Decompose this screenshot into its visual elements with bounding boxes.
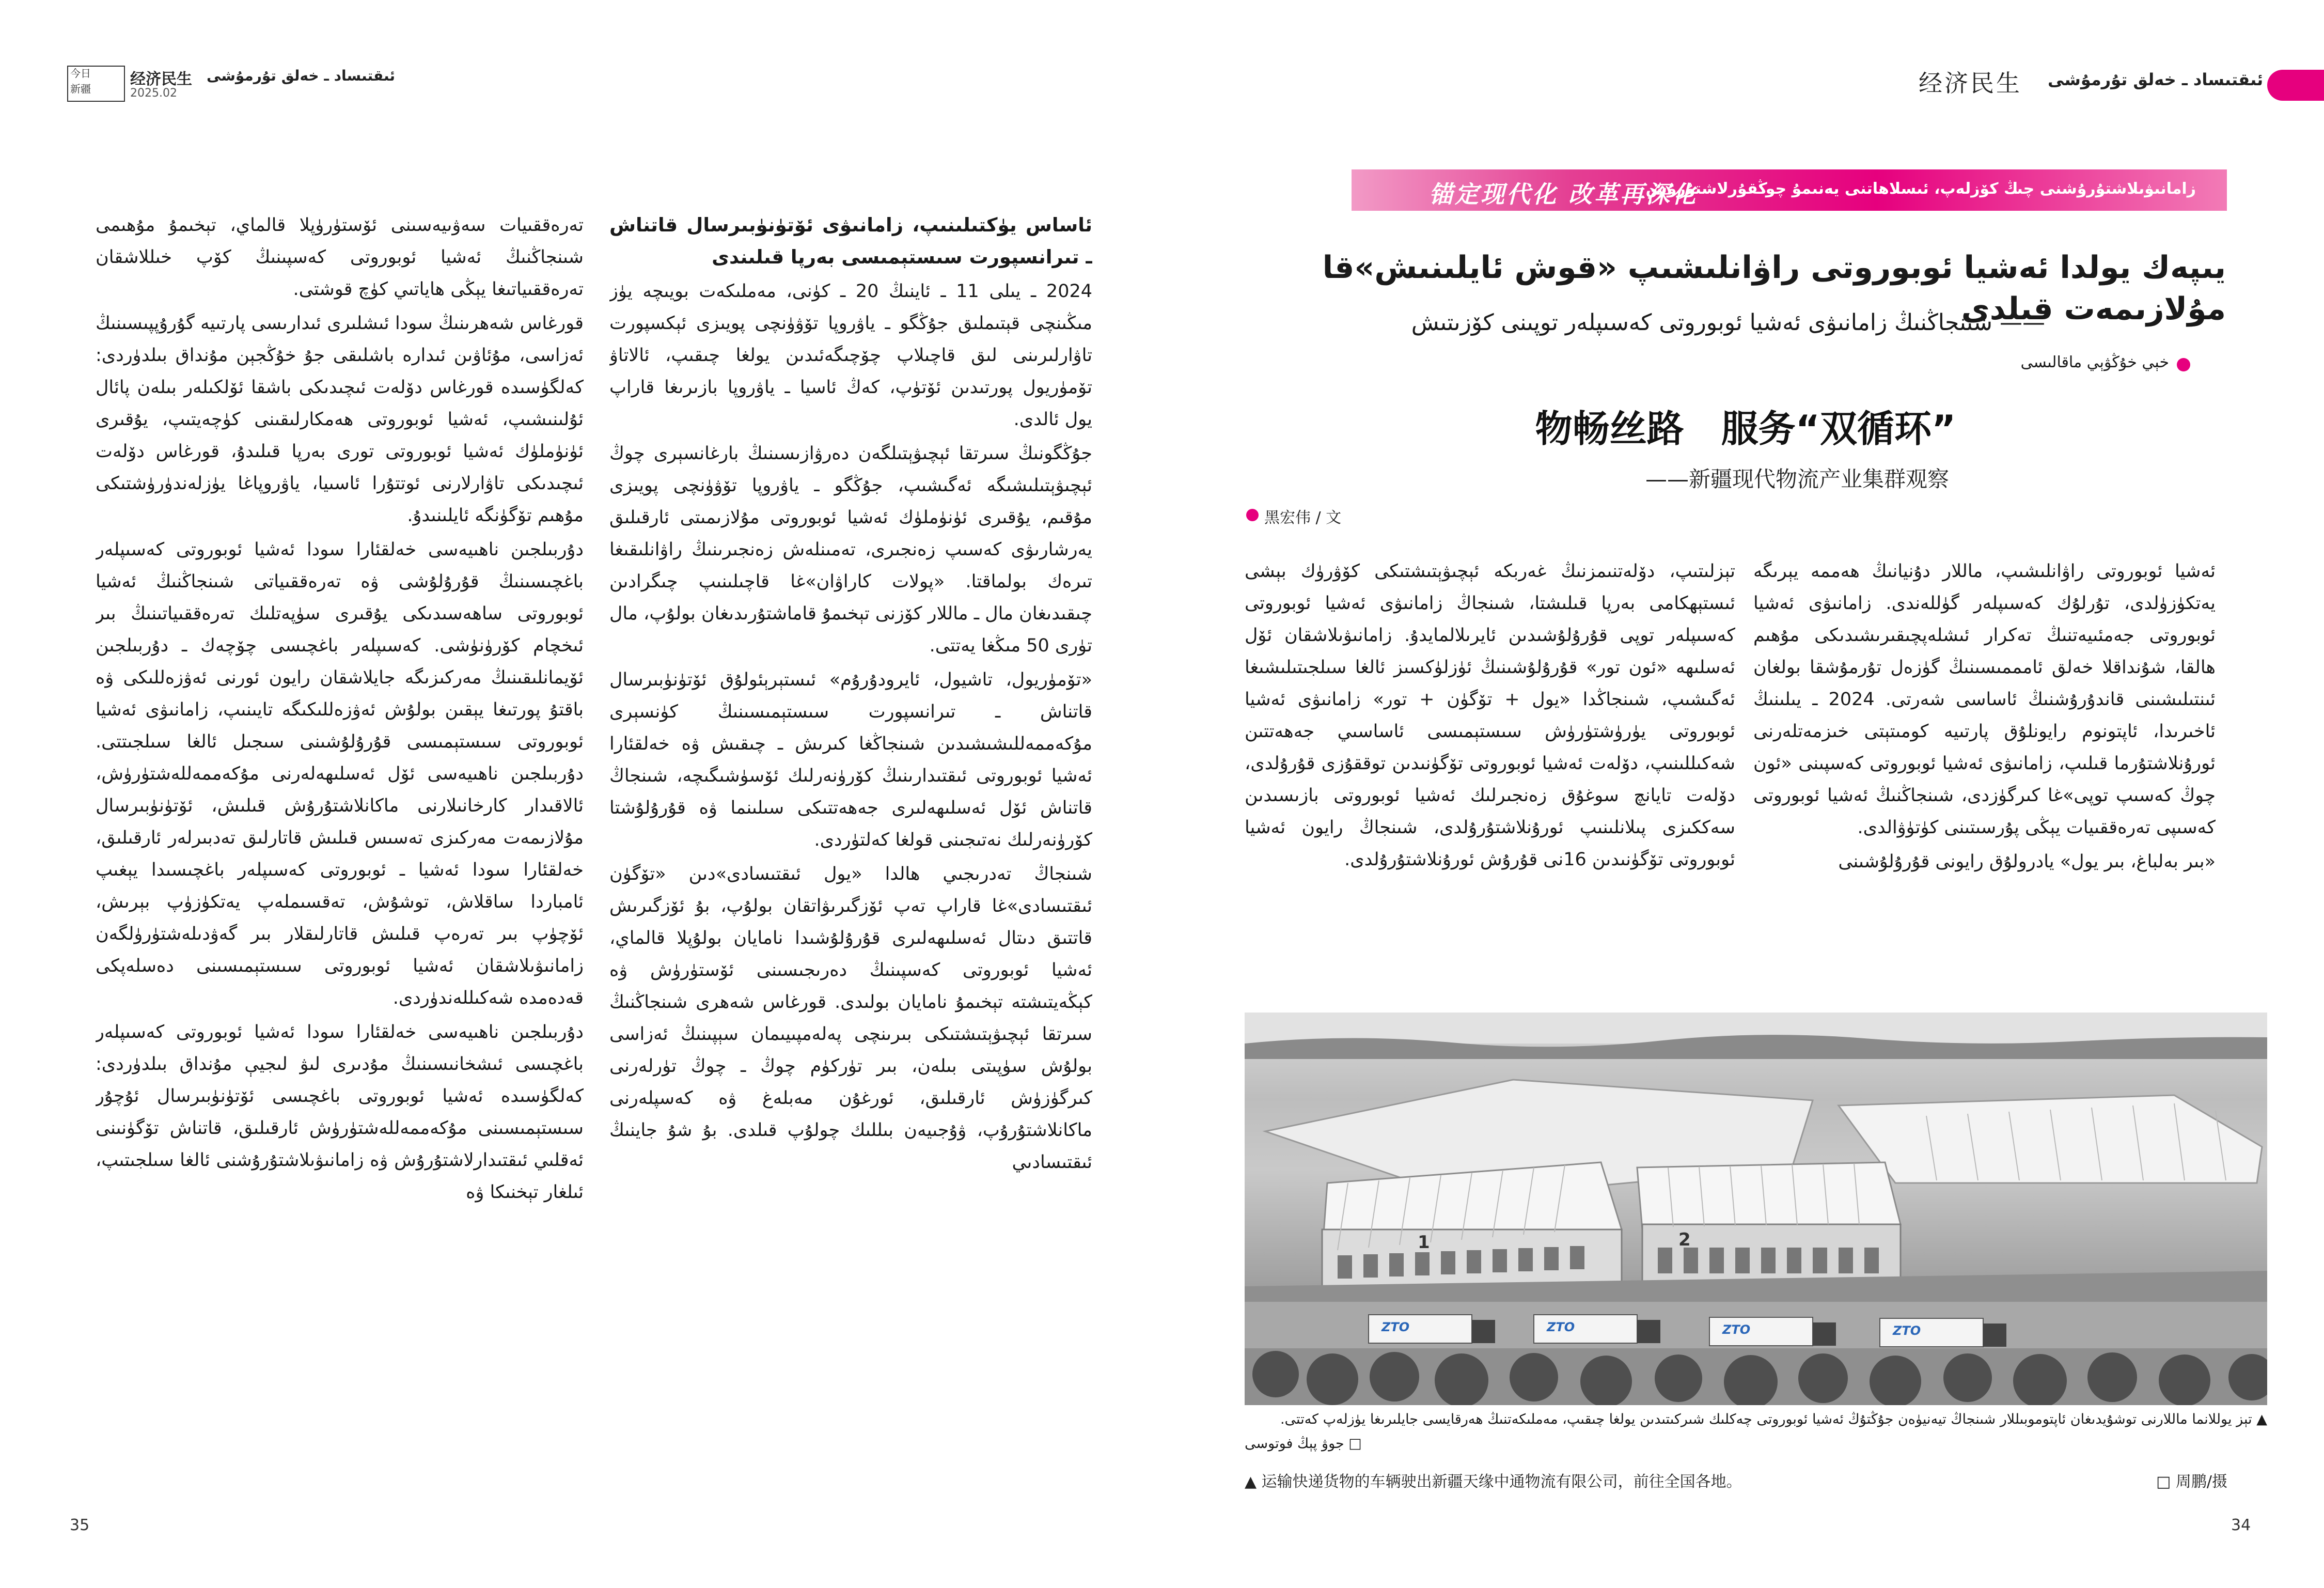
paragraph: «بىر بەلباغ، بىر يول» يادرولۇق رايونى قۇرۇلۇشىنى: [1838, 851, 2216, 872]
cn-article-subtitle: ——新疆现代物流产业集群观察: [1645, 466, 1949, 492]
left-page-column-c: [609, 209, 1092, 1501]
page-number-right: 34: [2231, 1516, 2251, 1534]
header-left-magazine-title: 经济民生: [130, 70, 192, 88]
right-page-column-b: [1245, 555, 1735, 1000]
building-label-1: 1: [1418, 1232, 1430, 1253]
photo-caption-cn: ▲ 运输快递货物的车辆驶出新疆天缘中通物流有限公司，前往全国各地。: [1245, 1473, 1742, 1491]
cn-author-bullet: [1246, 509, 1259, 521]
photo-credit-cn: □ 周鹏/摄: [2156, 1473, 2227, 1491]
paragraph: تېزلىتىپ، دۆلەتنىمزنىڭ غەربكە ئېچىۋېتىشتىكى كۆۋرۈك بېشى ئىستېھكامى بەرپا قىلىشتا، شىنجاڭ زامانىۋى ئەشيا ئوبوروتى كەسىپلەر توپى قۇرۇلۇشىدىن ئايرىلالمايدۇ. زامانىۋىلاشقان ئۆل ئەسلىھە «ئون تور» قۇرۇلۇشىنىڭ ئۈزلۈكسىز ئالغا سىلجىتىلىشىغا ئەگىشىپ، شىنجاڭدا «يول + تۆگۈن + تور» زامانىۋى ئەشيا ئوبوروتى يۈرۈشتۈرۈش سىستېمىسى ئاساسىي جەھەتتىن شەكىللىنىپ، دۆلەت ئەشيا ئوبوروتى تۆگۈنىدىن توققۇزى قۇرۇلدى، دۆلەت تايانچ سوغۇق زەنجىرلىك ئەشيا ئوبوروتى بازىسىدىن سەككىزى پىلانلىنىپ ئورۇنلاشتۇرۇلدى، شىنجاڭ رايون ئەشيا ئوبوروتى تۆگۈنىدىن 16نى قۇرۇش ئورۇنلاشتۇرۇلدى.: [1245, 561, 1735, 870]
truck-logo: ZTO: [1547, 1320, 1575, 1334]
header-left-section: ئىقتىساد ـ خەلق تۇرمۇشى: [207, 67, 395, 84]
paragraph: قورغاس شەھرىنىڭ سودا ئىشلىرى ئىدارىسى پارتىيە گۇرۇپپىسىنىڭ ئەزاسى، مۇئاۋىن ئىدارە باشلىقى جۇ خۇڭجېن مۇنداق بىلدۈردى: كەلگۈسىدە قورغاس دۆلەت ئىچىدىكى باشقا ئۆلكىلەر بىلەن پائال ئۇلىنىشىپ، ئەشيا ئوبوروتى ھەمكارلىقىنى كۈچەيتىپ، يۇقىرى ئۈنۈملۈك ئەشيا ئوبوروتى تورى بەرپا قىلىدۇ، قورغاس دۆلەت ئىچىدىكى تاۋارلارنى ئوتتۇرا ئاسىيا، ياۋروپاغا يۈزلەندۈرۈشتىكى مۇھىم تۆگۈنگە ئايلىنىدۇ.: [96, 313, 584, 526]
cn-author: 黑宏伟 / 文: [1264, 509, 1342, 527]
logo-line2: 新疆: [70, 83, 91, 95]
paragraph: 2024 ـ يىلى 11 ـ ئاينىڭ 20 ـ كۈنى، مەملىكەت بويىچە يۈز مىڭىنچى قېتىملىق جۇڭگو ـ ياۋروپا تۆۋۈنچى پويىزى ئېكسپورت تاۋارلىرىنى لىق قاچىلاپ چۆچىگەئىدىن يولغا چىقىپ، ئالاتاۋ تۆمۈريول پورتىدىن ئۆتۈپ، كەڭ ئاسيا ـ ياۋروپا بازىرىغا قاراپ يول ئالدى.: [609, 281, 1092, 430]
cn-article-title: 物畅丝路 服务“双循环”: [1535, 407, 1956, 450]
paragraph: دۇربىلجىن ناھىيەسى خەلقئارا سودا ئەشيا ئوبوروتى كەسىپلەر باغچىسىنىڭ قۇرۇلۇشى ۋە تەرەققىياتى شىنجاڭنىڭ ئەشيا ئوبوروتى ساھەسىدىكى يۇقىرى سۈپەتلىك تەرەققىياتىنىڭ بىر ئىخچام كۆرۈنۈشى. كەسىپلەر باغچىسى چۆچەك ـ دۇربىلجىن ئۆيمانلىقىنىڭ مەركىزىگە جايلاشقان رايون ئورنى ئەۋزەللىكى ۋە باقتۇ پورتىغا يېقىن بولۇش ئەۋزەللىكىگە تايىنىپ، زامانىۋى ئەشيا ئوبوروتى سىستېمىسى قۇرۇلۇشىنى سىجىل ئالغا سىلجىتتى. دۇربىلجىن ناھىيەسى ئۆل ئەسلىھەلەرنى مۇكەممەللەشتۈرۈش، ئالاقىدار كارخانىلارنى ماكانلاشتۇرۇش قىلىش، ئۆتۈنۈبىرسال مۇلازىمەت مەركىزى تەسىس قىلىش قاتارلىق تەدبىرلەر ئارقىلىق، خەلقئارا سودا ئەشيا ـ ئوبوروتى كەسىپلەر باغچىسىدا يېغىپ ئامباردا ساقلاش، توشۇش، تەقسىملەپ يەتكۈزۈپ بېرىش، ئۆچۈپ بىر تەرەپ قىلىش قاتارلىقلار بىر گەۋدىلەشتۈرۈلگەن زامانىۋىلاشقان ئەشيا ئوبوروتى سىستېمىسىنى دەسلەپكى قەدەمدە شەكىللەندۈردى.: [96, 539, 584, 1008]
section-heading: ئاساس يۈكتىلىنىپ، زامانىۋى ئۆتۈنۈبىرسال قاتناش ـ تىرانسپورت سىستېمىسى بەرپا قىلىندى: [609, 214, 1092, 268]
photo-credit-ug: □ جوۋ پېڭ فوتوسى: [1245, 1436, 1362, 1452]
logo-line1: 今日: [70, 67, 91, 80]
header-left-date: 2025.02: [130, 87, 177, 100]
left-page-column-d: [96, 209, 584, 1501]
paragraph: ئەشيا ئوبوروتى راۋانلىشىپ، ماللار دۇنيانىڭ ھەممە يېرىگە يەتكۈزۈلدى، تۇرلۇك كەسىپلەر گۈللەندى. زامانىۋى ئەشيا ئوبوروتى جەمئىيەتنىڭ تەكرار ئىشلەپچىقىرىشىدىكى مۇھىم ھالقا، شۇنداقلا خەلق ئامممىسىنىڭ گۈزەل تۇرمۇشقا بولغان ئىنتىلىشىنى قاندۇرۇشنىڭ ئاساسى شەرتى. 2024 ـ يىلىنىڭ ئاخىرىدا، ئاپتونوم رايونلۇق پارتىيە كومىتېتى خىزمەتلەرنى ئورۇنلاشتۇرما قىلىپ، زامانىۋى ئەشيا ئوبوروتى كەسپىنى «ئون چوڭ كەسىپ توپى»غا كىرگۈزدى، شىنجاڭنىڭ ئەشيا ئوبوروتى كەسىپى تەرەققىيات يېڭى پۇرسىتىنى كۈتۈۋالدى.: [1753, 561, 2216, 838]
logistics-park-photo: [1245, 1013, 2267, 1405]
truck-logo: ZTO: [1722, 1322, 1751, 1337]
paragraph: «تۆمۈريول، تاشيول، ئايرودۇرۇم» ئىستېرېئولۇق ئۆتۈنۈبىرسال قاتناش ـ تىرانسپورت سىستېمىسىنىڭ كۈنسېرى مۇكەممەللىشىشىدىن شىنجاڭغا كىرىش ـ چىقىش ۋە خەلقئارا ئەشيا ئوبوروتى ئىقتىدارىنىڭ كۆرۈنەرلىك ئۆسۈشىگىچە، شىنجاڭ قاتناش ئۆل ئەسلىھەلىرى جەھەتتىكى سىلىنما ۋە قۇرۇلۇشتا كۆرۈنەرلىك نەتىجىنى قولغا كەلتۈردى.: [609, 670, 1092, 850]
truck-logo: ZTO: [1893, 1324, 1921, 1338]
magazine-logo: [67, 66, 125, 102]
header-right-magazine-title: 经济民生: [1919, 69, 2022, 97]
truck-logo: ZTO: [1381, 1320, 1410, 1334]
ug-author: خېي خۇڭۋېي ماقالىسى: [2020, 353, 2169, 371]
building-label-2: 2: [1678, 1229, 1691, 1250]
banner-cn-text: 锚定现代化 改革再深化: [1429, 180, 1698, 208]
ug-article-title: يىپەك يولدا ئەشيا ئوبوروتى راۋانلىشىپ «قوش ئايلىنىش»قا مۇلازىمەت قىلدى: [1322, 250, 2226, 327]
banner-ug-text: زامانىۋىلاشتۇرۇشنى چىڭ كۆزلەپ، ئىسلاھاتنى يەنىمۇ چوڭقۇرلاشتۇرۇش: [1645, 180, 2196, 198]
paragraph: شىنجاڭ تەدرىجىي ھالدا «يول ئىقتىسادى»دىن «تۆگۈن ئىقتىسادى»غا قاراپ تەپ ئۆزگىرىۋاتقان بولۇپ، بۇ ئۆزگىرىش قاتتىق دىتال ئەسلىھەلىرى قۇرۇلۇشىدا نامايان بولۇپلا قالماي، ئەشيا ئوبوروتى كەسپىنىڭ دەرىجىسىنى ئۆستۈرۈش ۋە كېڭەيتىشتە تېخىمۇ نامايان بولىدى. قورغاس شەھرى شىنجاڭنىڭ سىرتقا ئېچىۋېتىشتىكى بىرىنچى پەلەمپىيىمان سېپىنىڭ ئەزاسى بولۇش سۈپىتى بىلەن، بىر تۈركۈم چوڭ ـ چوڭ تۈرلەرنى كىرگۈزۈش ئارقىلىق، ئورغۇن مەبلەغ ۋە كەسپلەرنى ماكانلاشتۇرۇپ، ۋۇجىيەن بىللىك چولۇپ قىلدى. بۇ شۇ جاينىڭ ئىقتىسادىي: [609, 864, 1092, 1173]
right-page-column-a: [1753, 555, 2216, 1000]
ug-author-bullet: [2177, 358, 2190, 371]
header-right-section: ئىقتىساد ـ خەلق تۇرمۇشى: [2048, 70, 2264, 89]
ug-article-subtitle: —— شىنجاڭنىڭ زامانىۋى ئەشيا ئوبوروتى كەسىپلەر توپىنى كۆزىتىش: [1411, 309, 2045, 336]
header-accent-bar: [2267, 70, 2324, 101]
photo-caption-ug: ▲ تېز يوللانما ماللارنى توشۇيدىغان ئاپتوموبىللار شىنجاڭ تيەنيۈەن جۇڭتۇڭ ئەشيا ئوبوروتى چەكلىك شىركىتىدىن يولغا چىقىپ، مەملىكەتنىڭ ھەرقايسى جايلىرىغا يۈزلەپ كەتتى.: [1280, 1411, 2267, 1427]
theme-banner: [1352, 169, 2227, 211]
paragraph: دۇربىلجىن ناھىيەسى خەلقئارا سودا ئەشيا ئوبوروتى كەسىپلەر باغچىسى ئىشخانىسىنىڭ مۇدىرى لىۋ لىجيې مۇنداق بىلدۈردى: كەلگۈسىدە ئەشيا ئوبوروتى باغچىسى ئۆتۈنۈبىرسال ئۇچۇر سىستېمىسىنى مۇكەممەللەشتۈرۈش ئارقىلىق، قاتناش تۆگۈنىنى ئەقلىي ئىقتىدارلاشتۇرۇش ۋە زامانىۋىلاشتۇرۇشنى ئالغا سىلجىتىپ، ئىلغار تېخنىكا ۋە: [96, 1022, 584, 1203]
photo-illustration: [1245, 1013, 2267, 1405]
paragraph: تەرەققىيات سەۋىيەسىنى ئۆستۈرۈپلا قالماي، تېخىمۇ مۇھىمى شىنجاڭنىڭ ئەشيا ئوبوروتى كەسپىنىڭ كۆپ خىللاشقان تەرەققىياتىغا يېڭى ھاياتىي كۈچ قوشتى.: [96, 215, 584, 300]
page-number-left: 35: [70, 1516, 90, 1534]
paragraph: جۇڭگونىڭ سىرتقا ئېچىۋېتىلگەن دەرۋازىسىنىڭ بارغانسېرى چوڭ ئېچىۋېتىلىشىگە ئەگىشىپ، جۇڭگو ـ ياۋروپا تۆۋۈنچى پويىزى مۇقىم، يۇقىرى ئۈنۈملۈك ئەشيا ئوبوروتى مۇلازىمىتى ئارقىلىق يەرشارىۋى كەسىپ زەنجىرى، تەمىنلەش زەنجىرىنىڭ راۋانلىقىغا تىرەك بولماقتا. «پولات كاراۋان»غا قاچىلىنىپ چىگرادىن چىقىدىغان مال ـ ماللار كۆزنى تېخىمۇ قاماشتۇرىدىغان بولۇپ، مال تۈرى 50 مىڭغا يەتتى.: [609, 443, 1092, 656]
